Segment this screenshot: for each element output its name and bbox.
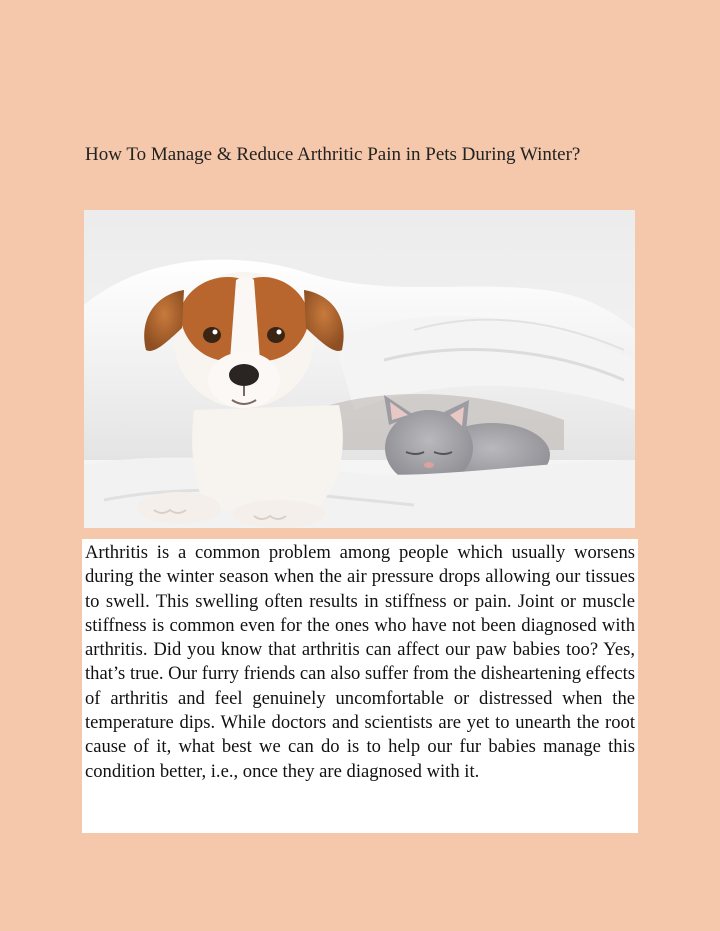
article-body bbox=[82, 539, 638, 833]
puppy-kitten-illustration bbox=[84, 210, 635, 528]
article-paragraph: Arthritis is a common problem among people which usually worsens during the winter season when the air pressure drops allowing our tissues to swell. This swelling often results in stiffness or pain. Joint or muscle stiffness is common even for the ones who have not been diagnosed with arthritis. Did you know that arthritis can affect our paw babies too? Yes, that’s true. Our furry friends can also suffer from the disheartening effects of arthritis and feel genuinely uncomfortable or distressed when the temperature dips. While doctors and scientists are yet to unearth the root cause of it, what best we can do is to help our fur babies manage this condition better, i.e., once they are diagnosed with it. bbox=[85, 542, 635, 782]
page-title: How To Manage & Reduce Arthritic Pain in Pets During Winter? bbox=[85, 144, 581, 165]
hero-image bbox=[84, 210, 635, 528]
